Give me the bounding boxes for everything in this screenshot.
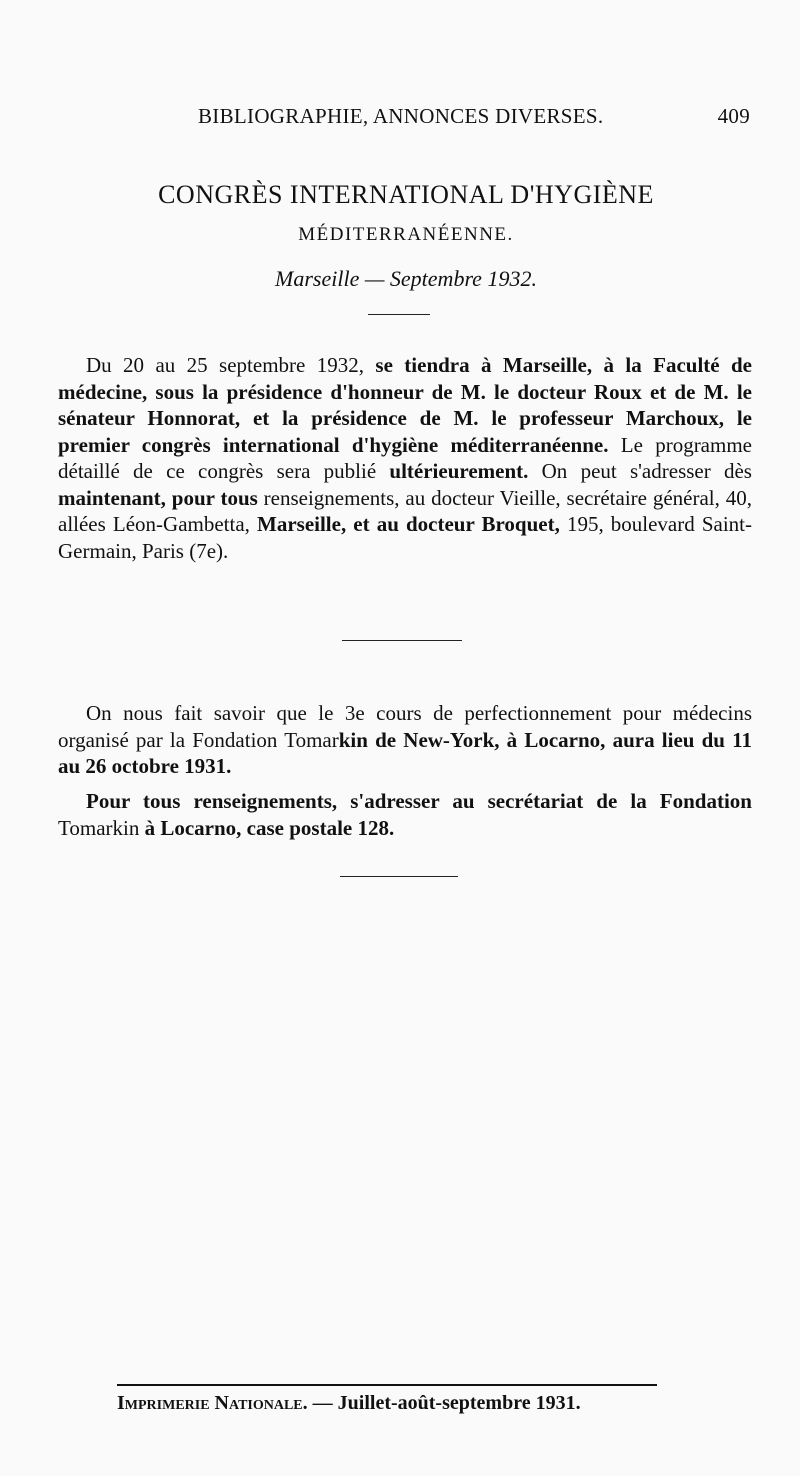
- page-number: 409: [717, 104, 750, 128]
- section-separator-rule: [342, 640, 462, 641]
- footer-text: [117, 1392, 657, 1415]
- section-title: CONGRÈS INTERNATIONAL D'HYGIÈNE: [158, 180, 654, 209]
- text-run: renseignements, au docteur Vieille, secrétaire général, 40, allées Léon-Gambetta,: [58, 485, 752, 536]
- bold-run: maintenant, pour tous: [58, 485, 258, 510]
- bold-run: ultérieurement.: [389, 459, 529, 483]
- text-run: On nous fait savoir que le 3e cours de perfectionnement pour médecins organisé par la Fondation Tomar: [58, 701, 752, 752]
- text-run: Du 20 au 25 septembre 1932,: [86, 353, 376, 377]
- footer-rule: [117, 1384, 657, 1386]
- text-run: Le programme détaillé de ce congrès sera publié: [58, 432, 752, 483]
- congress-paragraph: [58, 352, 752, 564]
- footer-dash: —: [307, 1392, 338, 1414]
- footer-date: Juillet-août-septembre 1931.: [337, 1392, 581, 1414]
- text-run: On peut s'adresser dès: [528, 459, 752, 483]
- printer-name: Imprimerie Nationale.: [117, 1392, 308, 1414]
- bold-run: Marseille, et au docteur Broquet,: [257, 512, 560, 536]
- bold-run: se tiendra à Marseille, à la Faculté de médecine, sous la présidence d'honneur de M. le docteur Roux et de M. le sénateur Honnorat, et la présidence de M. le professeur Marchoux, le premier congrès international d'hygiène méditerranéenne.: [58, 353, 752, 457]
- title-rule: [368, 314, 430, 315]
- section-subtitle: MÉDITERRANÉENNE.: [298, 224, 514, 245]
- printer-footer: [117, 1384, 657, 1415]
- bold-run: kin de New-York, à Locarno, aura lieu du 11 au 26 octobre 1931.: [58, 727, 753, 778]
- bold-run: Pour tous renseignements, s'adresser au secrétariat de la Fondation: [86, 789, 752, 813]
- bold-run: à Locarno, case postale 128.: [144, 815, 395, 840]
- contact-paragraph: [58, 788, 752, 841]
- end-rule: [340, 876, 458, 877]
- course-paragraph: [58, 700, 752, 780]
- text-run: Tomarkin: [58, 815, 145, 840]
- running-head-title: BIBLIOGRAPHIE, ANNONCES DIVERSES.: [198, 104, 604, 128]
- text-run: 195, boulevard Saint-Germain, Paris (7e).: [58, 512, 752, 563]
- section-place-date: Marseille — Septembre 1932.: [275, 266, 537, 291]
